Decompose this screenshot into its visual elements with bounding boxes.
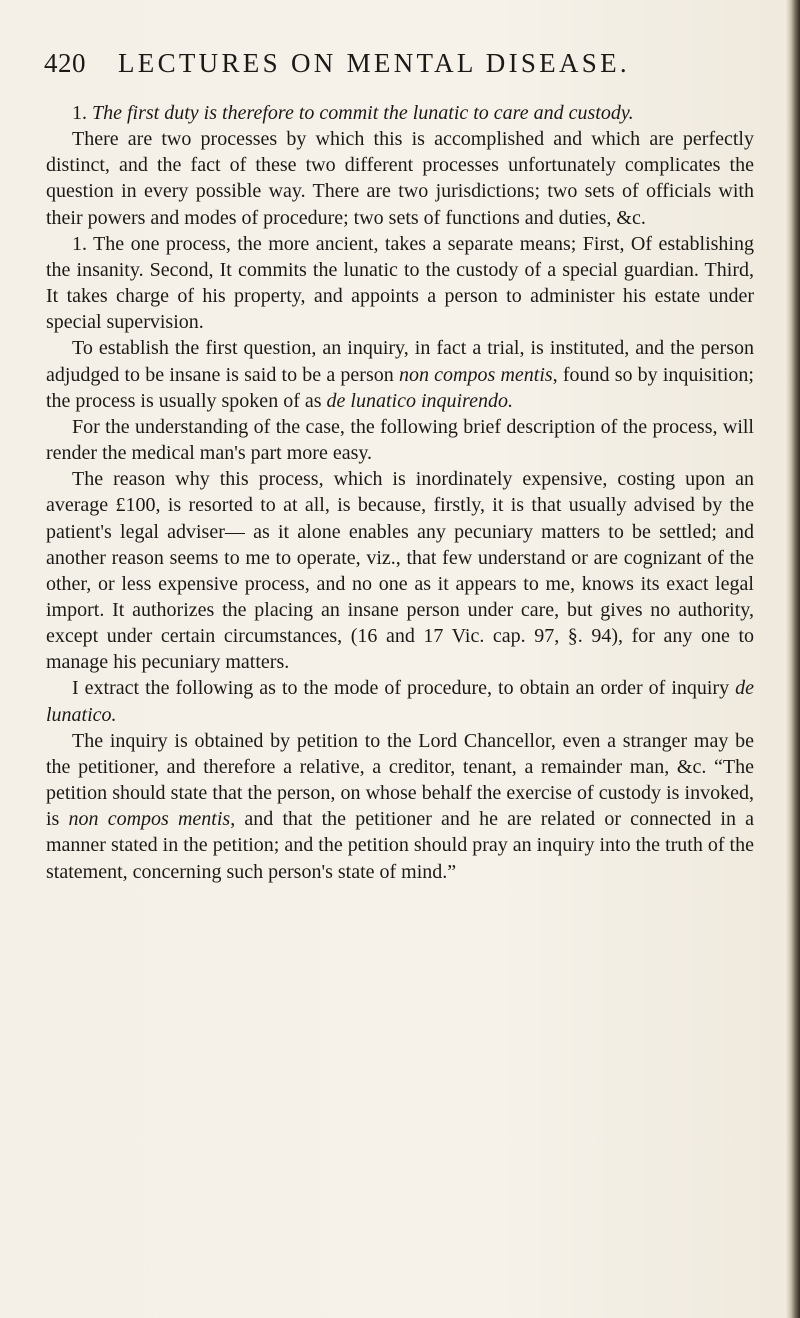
running-head-title: LECTURES ON MENTAL DISEASE. <box>118 48 630 78</box>
text-run: The inquiry is obtained by petition to the Lord Chancellor, even a stranger may be the petitioner, and therefore a relative, a creditor, tenant, a remainder man, &c. “The petition should state that the person, on whose behalf the exercise of custody is invoked, is <box>46 729 754 831</box>
text-run: There are two processes by which this is accomplished and which are perfectly distinct, and the fact of these two different processes unfortunately complicates the question in every possible way. There are two jurisdictions; two sets of officials with their powers and modes of procedure; two sets of functions and duties, &c. <box>46 128 754 229</box>
text-run: I extract the following as to the mode of procedure, to obtain an order of inquiry <box>72 677 736 700</box>
italic-text: de lunatico inquirendo. <box>326 389 513 412</box>
page-binding-edge <box>786 0 800 1318</box>
paragraph <box>46 100 754 126</box>
text-run: , and that the petitioner and he are related or connected in a manner stated in the petition; and the petition should pray an inquiry into the truth of the statement, concerning such person's state of mind.” <box>46 808 755 883</box>
paragraph <box>46 414 754 466</box>
paragraph <box>46 335 754 413</box>
page-number: 420 <box>44 48 86 78</box>
text-run: 1. The one process, the more ancient, takes a separate means; First, Of establishing the insanity. Second, It commits the lunatic to the custody of a special guardian. Third, It takes charge of his property, and appoints a person to administer his estate under special supervision. <box>46 232 754 334</box>
paragraph <box>46 728 754 885</box>
text-run: The reason why this process, which is inordinately expensive, costing upon an average £100, is resorted to at all, is because, firstly, it is that usually advised by the patient's legal adviser— as it alone enables any pecuniary matters to be settled; and another reason seems to me to operate, viz., that few understand or are cognizant of the other, or less expensive process, and no one as it appears to me, knows its exact legal import. It authorizes the placing an insane person under care, but gives no authority, except under certain circumstances, (16 and 17 Vic. cap. 97, §. 94), for any one to manage his pecuniary matters. <box>46 468 754 674</box>
running-head <box>44 48 744 88</box>
italic-text: de lunatico. <box>46 677 754 726</box>
text-run: For the understanding of the case, the following brief description of the process, will render the medical man's part more easy. <box>46 415 754 465</box>
body-text <box>46 100 754 885</box>
italic-text: non compos mentis <box>68 808 231 831</box>
paragraph <box>46 231 754 336</box>
paragraph <box>46 466 754 675</box>
text-run: 1. <box>72 102 92 124</box>
italic-text: The first duty is therefore to commit the lunatic to care and custody. <box>92 102 634 124</box>
paragraph <box>46 126 754 231</box>
text-run: To establish the first question, an inquiry, in fact a trial, is instituted, and the person adjudged to be insane is said to be a person <box>46 337 754 386</box>
text-run: , found so by inquisition; the process is usually spoken of as <box>46 363 754 412</box>
paragraph <box>46 675 754 727</box>
italic-text: non compos mentis <box>398 363 553 386</box>
